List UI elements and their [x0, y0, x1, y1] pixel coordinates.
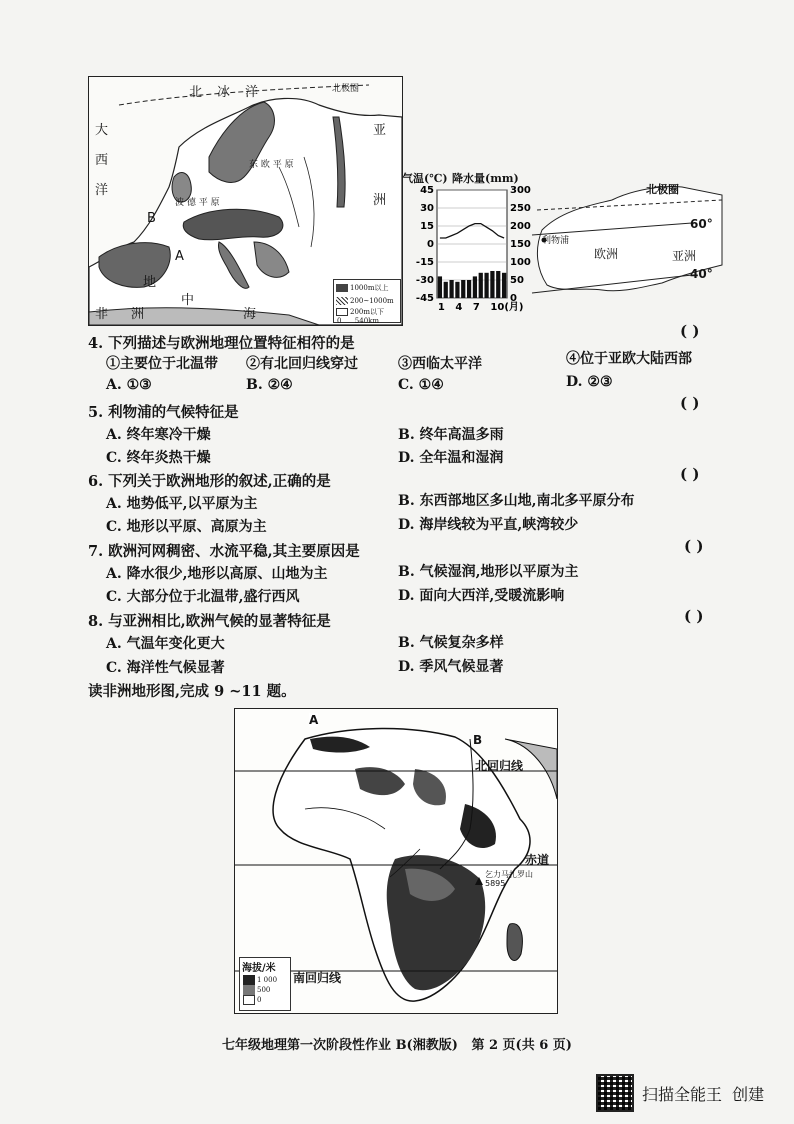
elev-swatch-mid: [243, 985, 255, 995]
africa-label-b: B: [473, 733, 483, 747]
climate-plot: [402, 185, 537, 315]
question-4-statement-2: ②有北回归线穿过: [246, 356, 358, 372]
month-tick-label: 4: [455, 302, 463, 313]
label-east-plain: 东 欧 平 原: [249, 160, 294, 170]
africa-map: [234, 708, 558, 1014]
question-6-answer-paren: ( ): [680, 465, 700, 483]
question-4-statement-4: ④位于亚欧大陆西部: [566, 351, 692, 367]
precip-bar: [438, 276, 442, 298]
qr-code-icon: [596, 1074, 634, 1112]
precip-bar: [484, 273, 488, 298]
precip-bar: [449, 280, 453, 298]
europe-legend: [333, 279, 401, 323]
tropic-south-label: 南回归线: [293, 971, 342, 985]
small-arctic-label: 北极圈: [646, 183, 679, 196]
label-atlantic-1: 大: [95, 123, 109, 138]
question-5-option-b[interactable]: B. 终年高温多雨: [398, 427, 504, 443]
question-8-stem: 8. 与亚洲相比,欧洲气候的显著特征是: [88, 613, 331, 630]
temp-tick-label: 15: [420, 221, 434, 232]
temp-tick-label: -45: [415, 293, 434, 304]
precip-tick-label: 0: [510, 293, 517, 304]
elev-label-500: 500: [257, 986, 271, 994]
question-6-option-c[interactable]: C. 地形以平原、高原为主: [106, 519, 267, 535]
question-6-option-a[interactable]: A. 地势低平,以平原为主: [106, 496, 258, 512]
question-7-option-d[interactable]: D. 面向大西洋,受暖流影响: [398, 588, 565, 604]
question-7-stem: 7. 欧洲河网稠密、水流平稳,其主要原因是: [88, 543, 360, 560]
liverpool-label: 利物浦: [542, 236, 570, 246]
temp-tick-label: -15: [415, 257, 434, 268]
question-6-option-d[interactable]: D. 海岸线较为平直,峡湾较少: [398, 517, 579, 533]
africa-legend-title: 海拔/米: [242, 963, 276, 974]
legend-low-label: 200m以下: [350, 307, 384, 316]
question-7-option-a[interactable]: A. 降水很少,地形以高原、山地为主: [106, 566, 328, 582]
precip-bar: [496, 271, 500, 298]
question-7-option-b[interactable]: B. 气候湿润,地形以平原为主: [398, 564, 579, 580]
elev-swatch-high: [243, 975, 255, 985]
kilimanjaro-label: 乞力马扎罗山: [485, 870, 533, 879]
label-point-b: B: [147, 211, 156, 226]
kilimanjaro-height: 5895: [485, 879, 506, 888]
question-4-option-b[interactable]: B. ②④: [246, 377, 293, 393]
europe-map: [88, 76, 403, 326]
temp-tick-label: 45: [420, 185, 434, 196]
precip-bar: [444, 282, 448, 298]
question-7-option-c[interactable]: C. 大部分位于北温带,盛行西风: [106, 589, 300, 605]
precip-tick-label: 150: [510, 239, 531, 250]
question-4-stem: 4. 下列描述与欧洲地理位置特征相符的是: [88, 335, 355, 352]
question-4-option-c[interactable]: C. ①④: [398, 377, 444, 393]
precip-bar: [455, 282, 459, 298]
label-ocean: 洋: [245, 85, 259, 100]
legend-scale: 0 540km: [337, 317, 380, 325]
legend-mid-label: 200~1000m: [350, 296, 394, 305]
question-7-answer-paren: ( ): [684, 537, 704, 555]
small-europe-map: [522, 175, 732, 315]
question-5-stem: 5. 利物浦的气候特征是: [88, 404, 239, 421]
precip-tick-label: 50: [510, 275, 524, 286]
label-asia-2: 洲: [373, 193, 387, 208]
precip-bar: [502, 273, 506, 298]
label-med-1: 地: [143, 275, 157, 290]
africa-label-a: A: [309, 713, 319, 727]
question-4-option-a[interactable]: A. ①③: [106, 377, 152, 393]
page-footer: 七年级地理第一次阶段性作业 B(湘教版) 第 2 页(共 6 页): [222, 1038, 572, 1053]
label-ice: 冰: [217, 85, 231, 100]
question-5-answer-paren: ( ): [680, 394, 700, 412]
temp-tick-label: -30: [415, 275, 434, 286]
question-8-option-b[interactable]: B. 气候复杂多样: [398, 635, 504, 651]
precip-bar: [473, 276, 477, 298]
tropic-north-label: 北回归线: [475, 759, 524, 773]
scanner-watermark: [596, 1074, 764, 1112]
legend-swatch-mid: [336, 297, 348, 305]
legend-swatch-low: [336, 308, 348, 316]
precip-tick-label: 250: [510, 203, 531, 214]
precip-tick-label: 100: [510, 257, 531, 268]
question-8-option-a[interactable]: A. 气温年变化更大: [106, 636, 225, 652]
question-5-option-c[interactable]: C. 终年炎热干燥: [106, 450, 211, 466]
question-6-option-b[interactable]: B. 东西部地区多山地,南北多平原分布: [398, 493, 635, 509]
chart-precip-title: 降水量(mm): [452, 172, 519, 185]
equator-label: 赤道: [525, 853, 550, 867]
small-asia-label: 亚洲: [672, 249, 697, 263]
lat60-label: 60°: [690, 217, 713, 231]
legend-swatch-high: [336, 284, 348, 292]
precip-tick-label: 200: [510, 221, 531, 232]
climate-chart: [402, 170, 537, 320]
label-africa-2: 洲: [131, 307, 145, 322]
question-4-answer-paren: ( ): [680, 322, 700, 340]
question-5-option-d[interactable]: D. 全年温和湿润: [398, 450, 504, 466]
precip-tick-label: 300: [510, 185, 531, 196]
section-instruction: 读非洲地形图,完成 9 ~11 题。: [88, 683, 296, 700]
temp-tick-label: 0: [427, 239, 434, 250]
label-asia-1: 亚: [373, 123, 387, 138]
elev-swatch-low: [243, 995, 255, 1005]
month-tick-label: 10(月): [490, 302, 524, 313]
temp-tick-label: 30: [420, 203, 434, 214]
label-atlantic-2: 西: [95, 153, 109, 168]
small-europe-label: 欧洲: [594, 247, 619, 261]
watermark-text: 扫描全能王 创建: [642, 1084, 765, 1104]
elev-label-1000: 1 000: [257, 976, 278, 984]
label-north: 北: [189, 85, 203, 100]
question-8-option-d[interactable]: D. 季风气候显著: [398, 659, 504, 675]
label-med-3: 海: [243, 307, 257, 322]
label-arctic-circle: 北极圈: [332, 84, 360, 94]
label-point-a: A: [175, 249, 184, 264]
precip-bar: [467, 280, 471, 298]
precip-bar: [461, 280, 465, 298]
elev-label-0: 0: [257, 996, 262, 1004]
legend-high-label: 1000m以上: [350, 283, 389, 292]
africa-legend: [239, 957, 291, 1011]
question-4-statement-3: ③西临太平洋: [398, 356, 482, 372]
question-8-answer-paren: ( ): [684, 607, 704, 625]
question-8-option-c[interactable]: C. 海洋性气候显著: [106, 660, 225, 676]
label-africa-1: 非: [95, 307, 109, 322]
question-6-stem: 6. 下列关于欧洲地形的叙述,正确的是: [88, 473, 331, 490]
question-5-option-a[interactable]: A. 终年寒冷干燥: [106, 427, 211, 443]
chart-temp-title: 气温(℃): [402, 172, 448, 185]
question-4-option-d[interactable]: D. ②③: [566, 374, 613, 390]
precip-bar: [479, 273, 483, 298]
month-tick-label: 7: [472, 302, 480, 313]
question-4-statement-1: ①主要位于北温带: [106, 356, 218, 372]
label-atlantic-3: 洋: [95, 183, 109, 198]
label-west-plain: 波 德 平 原: [175, 198, 220, 208]
precip-bar: [490, 271, 494, 298]
month-tick-label: 1: [437, 302, 445, 313]
lat40-label: 40°: [690, 267, 713, 281]
label-med-2: 中: [181, 293, 195, 308]
